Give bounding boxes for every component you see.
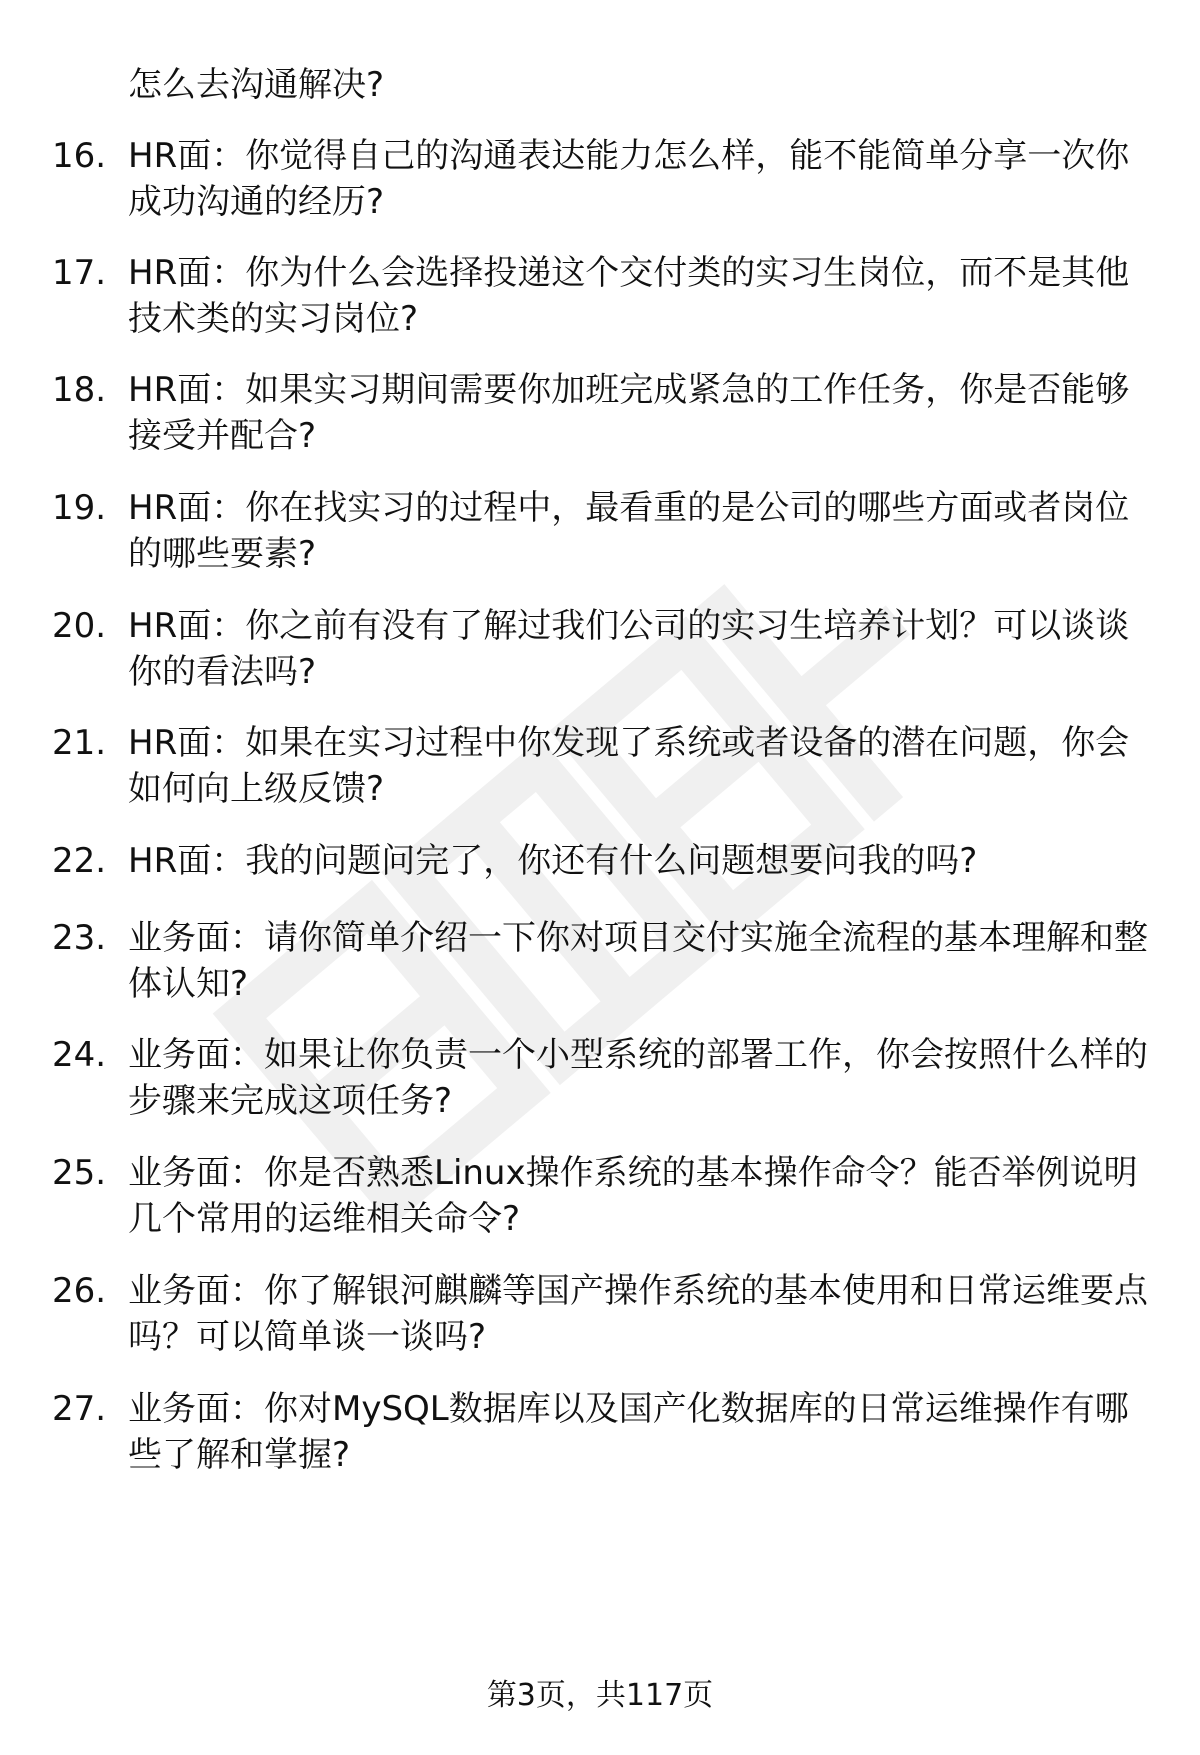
question-text: HR面：你之前有没有了解过我们公司的实习生培养计划？可以谈谈你的看法吗? [128, 606, 1130, 692]
question-text: 业务面：你对MySQL数据库以及国产化数据库的日常运维操作有哪些了解和掌握? [128, 1389, 1129, 1475]
question-text: HR面：如果实习期间需要你加班完成紧急的工作任务，你是否能够接受并配合? [128, 370, 1130, 456]
question-number: 18. [52, 370, 107, 410]
question-number: 21. [52, 723, 107, 763]
question-text: HR面：你为什么会选择投递这个交付类的实习生岗位，而不是其他技术类的实习岗位? [128, 253, 1130, 339]
question-text: 业务面：你了解银河麒麟等国产操作系统的基本使用和日常运维要点吗？可以简单谈一谈吗? [128, 1271, 1148, 1357]
question-text: 业务面：如果让你负责一个小型系统的部署工作，你会按照什么样的步骤来完成这项任务? [128, 1035, 1148, 1121]
question-number: 23. [52, 918, 107, 958]
question-number: 26. [52, 1271, 107, 1311]
question-text: HR面：你在找实习的过程中，最看重的是公司的哪些方面或者岗位的哪些要素? [128, 488, 1130, 574]
continuation-text: 怎么去沟通解决? [128, 65, 385, 105]
question-text: HR面：你觉得自己的沟通表达能力怎么样，能不能简单分享一次你成功沟通的经历? [128, 136, 1130, 222]
question-number: 19. [52, 488, 107, 528]
question-text: HR面：我的问题问完了，你还有什么问题想要问我的吗? [128, 841, 978, 881]
question-number: 25. [52, 1153, 107, 1193]
page-footer: 第3页，共117页 [486, 1678, 714, 1713]
question-number: 22. [52, 841, 107, 881]
question-text: 业务面：请你简单介绍一下你对项目交付实施全流程的基本理解和整体认知? [128, 918, 1148, 1004]
question-number: 17. [52, 253, 107, 293]
question-number: 27. [52, 1389, 107, 1429]
question-number: 16. [52, 136, 107, 176]
question-text: HR面：如果在实习过程中你发现了系统或者设备的潜在问题，你会如何向上级反馈? [128, 723, 1130, 809]
question-number: 20. [52, 606, 107, 646]
question-number: 24. [52, 1035, 107, 1075]
question-text: 业务面：你是否熟悉Linux操作系统的基本操作命令？能否举例说明几个常用的运维相关命令? [128, 1153, 1138, 1239]
